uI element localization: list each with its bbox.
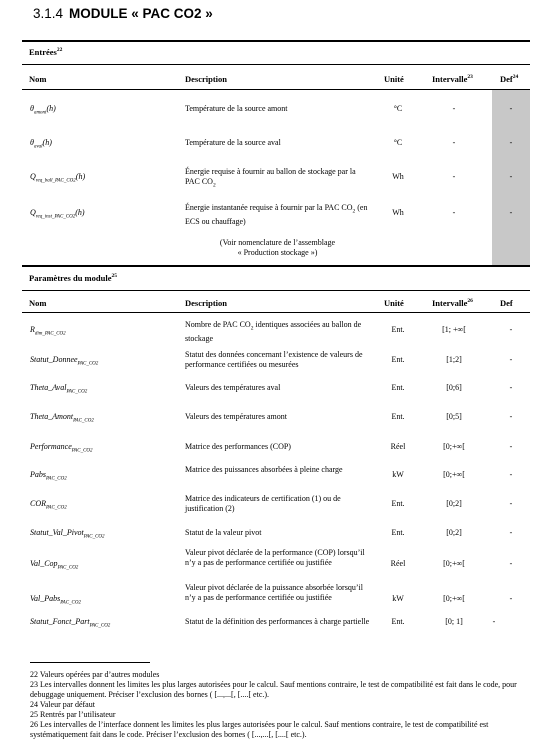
- footnote-rule: [30, 662, 150, 663]
- table-row-interval: [0;+∞[: [443, 470, 465, 479]
- table-row-name: $COR_{PAC\_CO2}$: [30, 499, 67, 511]
- table-row-interval: [1; +∞[: [442, 325, 466, 334]
- footnote: 26 Les intervalles de l’interface donnent les limites les plus larges autorisées pour le calcul. Sauf mentions contraire, le test de compatibilité est systématiquement fait dans le code. Préciser l’exclusion des bornes ( [...,...[, [....[ etc.).: [30, 720, 489, 739]
- table-row-interval: [0; 1]: [445, 617, 463, 626]
- table-row-name: Theta_Amont$_{PAC\_CO2}$: [30, 412, 94, 424]
- table-row-name: Val_Pabs$_{PAC\_CO2}$: [30, 594, 81, 606]
- footnotes: [30, 670, 530, 740]
- footnote: 23 Les intervalles donnent les limites les plus larges autorisées pour le calcul. Sauf mentions contraire, le test de compatibilité est fait dans le code, pour debuggage uniquement. Préciser l’exclusion des bornes ( [...,...[, [....[ etc.).: [30, 680, 517, 699]
- table-rule: [22, 89, 530, 90]
- table-row-unit: °C: [393, 104, 403, 113]
- table-row-name: Performance$_{PAC\_CO2}$: [30, 442, 93, 454]
- table-row-def: -: [509, 594, 513, 603]
- section-title: MODULE « PAC CO2 »: [69, 6, 213, 21]
- table-row-description: Valeur pivot déclarée de la performance (COP) lorsqu’il n’y a pas de performance certifiée ou justifiée: [185, 548, 365, 567]
- table-row-def: -: [509, 383, 513, 392]
- table-row-interval: -: [452, 104, 456, 113]
- table-row-description: Nombre de PAC $CO_2$ identiques associées au ballon de stockage: [185, 320, 362, 344]
- table-row-name: $\theta_{aval}(h)$: [30, 138, 52, 150]
- table-row-name: $R_{dim\_PAC\_CO2}$: [30, 325, 66, 337]
- table-row-interval: -: [452, 138, 456, 147]
- table-row-def: -: [509, 355, 513, 364]
- table-row-unit: Ent.: [391, 499, 405, 508]
- table-row-name: Val_Cop$_{PAC\_CO2}$: [30, 559, 79, 571]
- table-row-def: -: [509, 559, 513, 568]
- table-row-def: -: [509, 104, 513, 113]
- table-row-interval: [0;2]: [446, 499, 462, 508]
- table-row-interval: [0;2]: [446, 528, 462, 537]
- table-row-description: Valeurs des températures aval: [185, 383, 281, 392]
- inputs-col-name: Nom: [29, 74, 47, 84]
- table-row-unit: Réel: [390, 442, 406, 451]
- table-row-def: -: [509, 528, 513, 537]
- table-rule: [22, 40, 530, 42]
- table-rule: [22, 312, 530, 313]
- table-row-interval: [0;+∞[: [443, 559, 465, 568]
- table-row-unit: Ent.: [391, 325, 405, 334]
- table-row-unit: Ent.: [391, 617, 405, 626]
- table-row-def: -: [492, 617, 496, 626]
- table-row-def: -: [509, 470, 513, 479]
- table-row-name: $Q_{req\_ball\_PAC\_CO2}(h)$: [30, 172, 86, 184]
- inputs-col-unit: Unité: [384, 74, 404, 84]
- table-row-description: Température de la source aval: [185, 138, 281, 147]
- table-rule: [22, 265, 530, 267]
- table-row-def: -: [509, 172, 513, 181]
- nomenclature-note: (Voir nomenclature de l’assemblage « Production stockage »): [219, 238, 336, 257]
- table-row-name: $\theta_{amont}(h)$: [30, 104, 56, 116]
- section-number: 3.1.4: [33, 6, 64, 21]
- table-row-name: Pabs$_{PAC\_CO2}$: [30, 470, 67, 482]
- table-row-def: -: [509, 325, 513, 334]
- inputs-title: Entrées$^{22}$: [29, 47, 63, 57]
- table-row-unit: kW: [392, 594, 404, 603]
- table-row-unit: Wh: [392, 208, 404, 217]
- table-row-interval: [0;6]: [446, 383, 462, 392]
- table-row-interval: -: [452, 172, 456, 181]
- table-row-name: Theta_Aval$_{PAC\_CO2}$: [30, 383, 88, 395]
- table-row-description: Énergie instantanée requise à fournir par la PAC $CO_2$ (en ECS ou chauffage): [185, 203, 368, 227]
- table-row-unit: Ent.: [391, 383, 405, 392]
- table-row-def: -: [509, 138, 513, 147]
- inputs-col-def: Def$^{24}$: [500, 74, 519, 84]
- table-row-description: Valeurs des températures amont: [185, 412, 287, 421]
- table-row-name: $Q_{req\_inst\_PAC\_CO2}(h)$: [30, 208, 85, 220]
- params-title: Paramètres du module$^{25}$: [29, 273, 117, 283]
- table-row-description: Statut de la définition des performances à charge partielle: [185, 617, 370, 626]
- params-col-interval: Intervalle$^{26}$: [432, 298, 473, 308]
- table-row-description: Valeur pivot déclarée de la puissance absorbée lorsqu’il n’y a pas de performance certifiée ou justifiée: [185, 583, 363, 602]
- table-rule: [22, 290, 530, 291]
- params-col-unit: Unité: [384, 298, 404, 308]
- table-row-description: Température de la source amont: [185, 104, 288, 113]
- table-row-interval: [1;2]: [446, 355, 462, 364]
- section-heading: [33, 6, 213, 21]
- inputs-col-interval: Intervalle$^{23}$: [432, 74, 473, 84]
- footnote: 24 Valeur par défaut: [30, 700, 95, 709]
- params-col-name: Nom: [29, 298, 47, 308]
- inputs-col-description: Description: [185, 74, 228, 84]
- footnote: 25 Rentrés par l’utilisateur: [30, 710, 116, 719]
- table-row-def: -: [509, 442, 513, 451]
- table-row-description: Matrice des puissances absorbées à pleine charge: [185, 465, 343, 474]
- table-row-interval: [0;5]: [446, 412, 462, 421]
- table-row-interval: -: [452, 208, 456, 217]
- params-col-description: Description: [185, 298, 228, 308]
- table-row-name: Statut_Donnee$_{PAC\_CO2}$: [30, 355, 99, 367]
- table-row-description: Statut des données concernant l’existence de valeurs de performance certifiées ou mesurées: [185, 350, 363, 369]
- params-col-def: Def: [500, 298, 513, 308]
- table-row-unit: Wh: [392, 172, 404, 181]
- table-row-unit: kW: [392, 470, 404, 479]
- table-row-description: Énergie requise à fournir au ballon de stockage par la PAC $CO_2$: [185, 167, 356, 189]
- table-rule: [22, 64, 530, 65]
- table-row-description: Statut de la valeur pivot: [185, 528, 262, 537]
- table-row-description: Matrice des performances (COP): [185, 442, 291, 451]
- footnote: 22 Valeurs opérées par d’autres modules: [30, 670, 160, 679]
- table-row-name: Statut_Val_Pivot$_{PAC\_CO2}$: [30, 528, 105, 540]
- table-row-def: -: [509, 208, 513, 217]
- table-row-description: Matrice des indicateurs de certification (1) ou de justification (2): [185, 494, 341, 513]
- table-row-interval: [0;+∞[: [443, 594, 465, 603]
- table-row-unit: Réel: [390, 559, 406, 568]
- table-row-interval: [0;+∞[: [443, 442, 465, 451]
- table-row-unit: Ent.: [391, 355, 405, 364]
- table-row-def: -: [509, 412, 513, 421]
- table-row-name: Statut_Fonct_Part$_{PAC\_CO2}$: [30, 617, 111, 629]
- table-row-def: -: [509, 499, 513, 508]
- table-row-unit: Ent.: [391, 412, 405, 421]
- table-row-unit: Ent.: [391, 528, 405, 537]
- table-row-unit: °C: [393, 138, 403, 147]
